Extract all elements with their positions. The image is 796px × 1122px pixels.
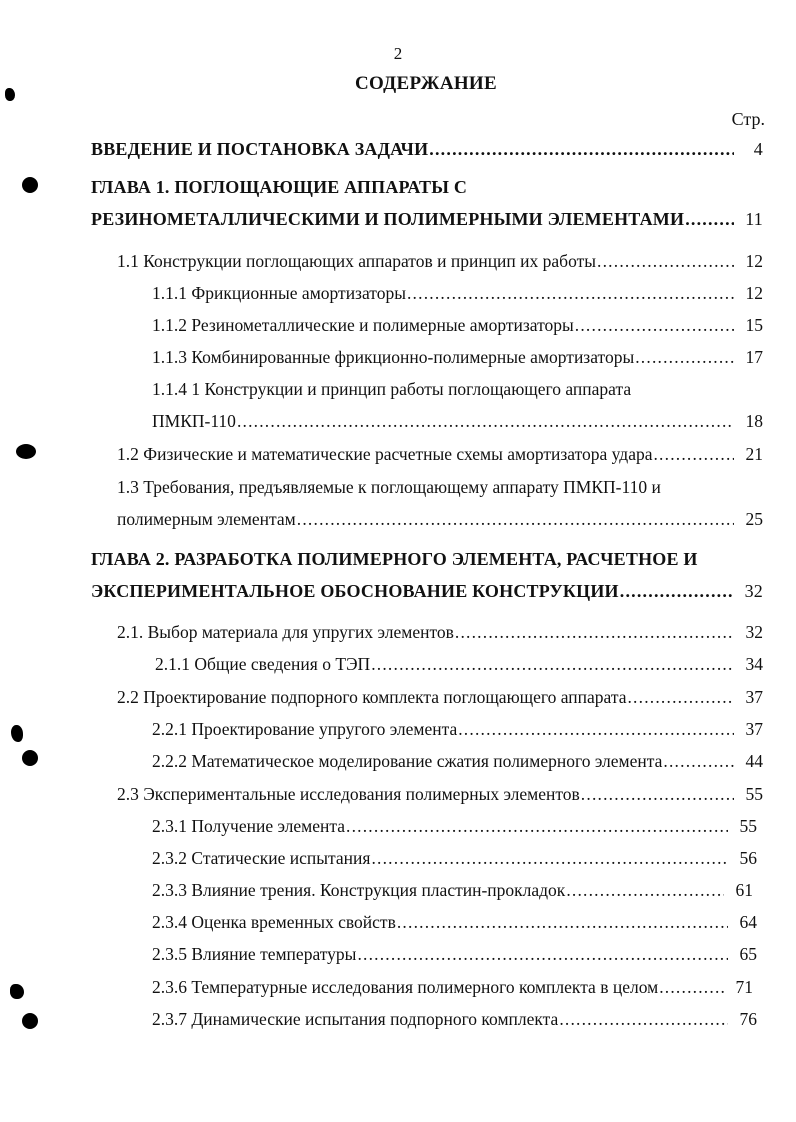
toc-dot-leader bbox=[429, 139, 734, 160]
toc-dot-leader bbox=[653, 444, 734, 465]
toc-entry-text: 2.2 Проектирование подпорного комплекта поглощающего аппарата bbox=[117, 687, 627, 707]
toc-entry-text: 2.3.5 Влияние температуры bbox=[152, 944, 357, 964]
toc-entry-text: 2.3.1 Получение элемента bbox=[152, 816, 345, 836]
toc-dot-leader bbox=[357, 944, 728, 965]
toc-dot-leader bbox=[597, 251, 734, 272]
toc-entry-page: 11 bbox=[745, 209, 763, 229]
toc-entry-2-2-2[interactable] bbox=[152, 751, 763, 777]
toc-entry-page: 4 bbox=[753, 139, 763, 159]
binding-hole-mark bbox=[22, 177, 38, 193]
page-column-label: Стр. bbox=[731, 109, 765, 129]
toc-entry-text: ВВЕДЕНИЕ И ПОСТАНОВКА ЗАДАЧИ bbox=[91, 139, 429, 159]
binding-hole-mark bbox=[22, 1013, 38, 1029]
toc-dot-leader bbox=[627, 687, 734, 708]
toc-entry-2-3-1[interactable] bbox=[152, 816, 757, 842]
toc-entry-page: 55 bbox=[739, 816, 757, 836]
toc-entry-page: 76 bbox=[739, 1009, 757, 1029]
toc-entry-text: 1.1.2 Резинометаллические и полимерные амортизаторы bbox=[152, 315, 574, 335]
toc-entry-page: 56 bbox=[739, 848, 757, 868]
toc-dot-leader bbox=[346, 816, 728, 837]
toc-entry-page: 18 bbox=[745, 411, 763, 431]
toc-entry-chapter-2-cont[interactable] bbox=[91, 581, 763, 607]
toc-entry-1-3[interactable] bbox=[117, 477, 763, 503]
binding-hole-mark bbox=[5, 88, 15, 101]
toc-dot-leader bbox=[397, 912, 728, 933]
toc-dot-leader bbox=[566, 880, 724, 901]
toc-entry-page: 17 bbox=[745, 347, 763, 367]
toc-entry-chapter-2[interactable] bbox=[91, 549, 763, 575]
toc-entry-page: 44 bbox=[745, 751, 763, 771]
toc-entry-text: ГЛАВА 2. РАЗРАБОТКА ПОЛИМЕРНОГО ЭЛЕМЕНТА, РАСЧЕТНОЕ И bbox=[91, 549, 698, 569]
toc-dot-leader bbox=[559, 1009, 728, 1030]
toc-entry-text: 2.3 Экспериментальные исследования полимерных элементов bbox=[117, 784, 580, 804]
toc-entry-page: 37 bbox=[745, 687, 763, 707]
toc-dot-leader bbox=[685, 209, 734, 230]
toc-entry-2-3-2[interactable] bbox=[152, 848, 757, 874]
toc-entry-text: 2.3.3 Влияние трения. Конструкция пластин-прокладок bbox=[152, 880, 566, 900]
toc-entry-2-2[interactable] bbox=[117, 687, 763, 713]
binding-hole-mark bbox=[16, 444, 36, 459]
toc-dot-leader bbox=[635, 347, 734, 368]
toc-dot-leader bbox=[407, 283, 734, 304]
page-number: 2 bbox=[393, 44, 403, 63]
toc-entry-page: 65 bbox=[739, 944, 757, 964]
toc-dot-leader bbox=[581, 784, 734, 805]
toc-dot-leader bbox=[659, 977, 724, 998]
toc-dot-leader bbox=[237, 411, 734, 432]
toc-entry-text: 2.2.2 Математическое моделирование сжатия полимерного элемента bbox=[152, 751, 663, 771]
toc-dot-leader bbox=[663, 751, 734, 772]
toc-entry-page: 21 bbox=[745, 444, 763, 464]
toc-entry-text: полимерным элементам bbox=[117, 509, 296, 529]
toc-entry-page: 25 bbox=[745, 509, 763, 529]
toc-entry-page: 71 bbox=[735, 977, 753, 997]
toc-entry-page: 32 bbox=[745, 622, 763, 642]
toc-entry-2-3-6[interactable] bbox=[152, 977, 753, 1003]
toc-entry-text: 1.1 Конструкции поглощающих аппаратов и принцип их работы bbox=[117, 251, 597, 271]
toc-entry-2-3[interactable] bbox=[117, 784, 763, 810]
toc-entry-text: 1.2 Физические и математические расчетные схемы амортизатора удара bbox=[117, 444, 653, 464]
toc-entry-page: 37 bbox=[745, 719, 763, 739]
toc-entry-2-1[interactable] bbox=[117, 622, 763, 648]
toc-entry-1-1[interactable] bbox=[117, 251, 763, 277]
toc-entry-text: 1.1.3 Комбинированные фрикционно-полимерные амортизаторы bbox=[152, 347, 635, 367]
toc-entry-text: ГЛАВА 1. ПОГЛОЩАЮЩИЕ АППАРАТЫ С bbox=[91, 177, 468, 197]
toc-entry-1-1-1[interactable] bbox=[152, 283, 763, 309]
toc-entry-text: 1.3 Требования, предъявляемые к поглощающему аппарату ПМКП-110 и bbox=[117, 477, 661, 497]
toc-entry-text: 2.3.7 Динамические испытания подпорного комплекта bbox=[152, 1009, 559, 1029]
toc-entry-chapter-1-cont[interactable] bbox=[91, 209, 763, 235]
toc-entry-text: ПМКП-110 bbox=[152, 411, 236, 431]
toc-entry-text: 2.3.2 Статические испытания bbox=[152, 848, 371, 868]
toc-entry-2-1-1[interactable] bbox=[155, 654, 763, 680]
toc-entry-1-1-2[interactable] bbox=[152, 315, 763, 341]
toc-entry-text: 2.2.1 Проектирование упругого элемента bbox=[152, 719, 458, 739]
toc-entry-1-2[interactable] bbox=[117, 444, 763, 470]
toc-entry-2-3-4[interactable] bbox=[152, 912, 757, 938]
toc-entry-1-1-3[interactable] bbox=[152, 347, 763, 373]
toc-dot-leader bbox=[455, 622, 734, 643]
toc-dot-leader bbox=[620, 581, 734, 602]
toc-entry-text: 2.3.6 Температурные исследования полимерного комплекта в целом bbox=[152, 977, 659, 997]
toc-entry-page: 32 bbox=[744, 581, 763, 601]
toc-entry-text: 1.1.4 1 Конструкции и принцип работы поглощающего аппарата bbox=[152, 379, 632, 399]
toc-entry-2-3-5[interactable] bbox=[152, 944, 757, 970]
toc-entry-1-1-4-cont[interactable] bbox=[152, 411, 763, 437]
toc-entry-page: 34 bbox=[745, 654, 763, 674]
toc-dot-leader bbox=[371, 654, 734, 675]
toc-dot-leader bbox=[297, 509, 734, 530]
toc-entry-page: 15 bbox=[745, 315, 763, 335]
toc-entry-page: 12 bbox=[745, 251, 763, 271]
toc-entry-text: 2.1.1 Общие сведения о ТЭП bbox=[155, 654, 371, 674]
toc-entry-text: РЕЗИНОМЕТАЛЛИЧЕСКИМИ И ПОЛИМЕРНЫМИ ЭЛЕМЕНТАМИ bbox=[91, 209, 685, 229]
toc-dot-leader bbox=[371, 848, 728, 869]
toc-entry-text: ЭКСПЕРИМЕНТАЛЬНОЕ ОБОСНОВАНИЕ КОНСТРУКЦИИ bbox=[91, 581, 619, 601]
toc-entry-2-3-7[interactable] bbox=[152, 1009, 757, 1035]
toc-entry-2-3-3[interactable] bbox=[152, 880, 753, 906]
toc-entry-page: 12 bbox=[745, 283, 763, 303]
toc-entry-2-2-1[interactable] bbox=[152, 719, 763, 745]
binding-hole-mark bbox=[10, 984, 24, 999]
toc-entry-chapter-1[interactable] bbox=[91, 177, 763, 203]
toc-entry-page: 64 bbox=[739, 912, 757, 932]
toc-dot-leader bbox=[575, 315, 734, 336]
toc-entry-text: 2.1. Выбор материала для упругих элементов bbox=[117, 622, 454, 642]
toc-entry-page: 61 bbox=[735, 880, 753, 900]
binding-hole-mark bbox=[22, 750, 38, 766]
binding-hole-mark bbox=[11, 725, 23, 742]
toc-entry-text: 2.3.4 Оценка временных свойств bbox=[152, 912, 396, 932]
toc-entry-introduction[interactable] bbox=[91, 139, 763, 165]
toc-entry-1-1-4[interactable] bbox=[152, 379, 763, 405]
page-title: СОДЕРЖАНИЕ bbox=[355, 73, 497, 94]
toc-dot-leader bbox=[458, 719, 734, 740]
toc-entry-text: 1.1.1 Фрикционные амортизаторы bbox=[152, 283, 406, 303]
toc-entry-page: 55 bbox=[745, 784, 763, 804]
toc-entry-1-3-cont[interactable] bbox=[117, 509, 763, 535]
